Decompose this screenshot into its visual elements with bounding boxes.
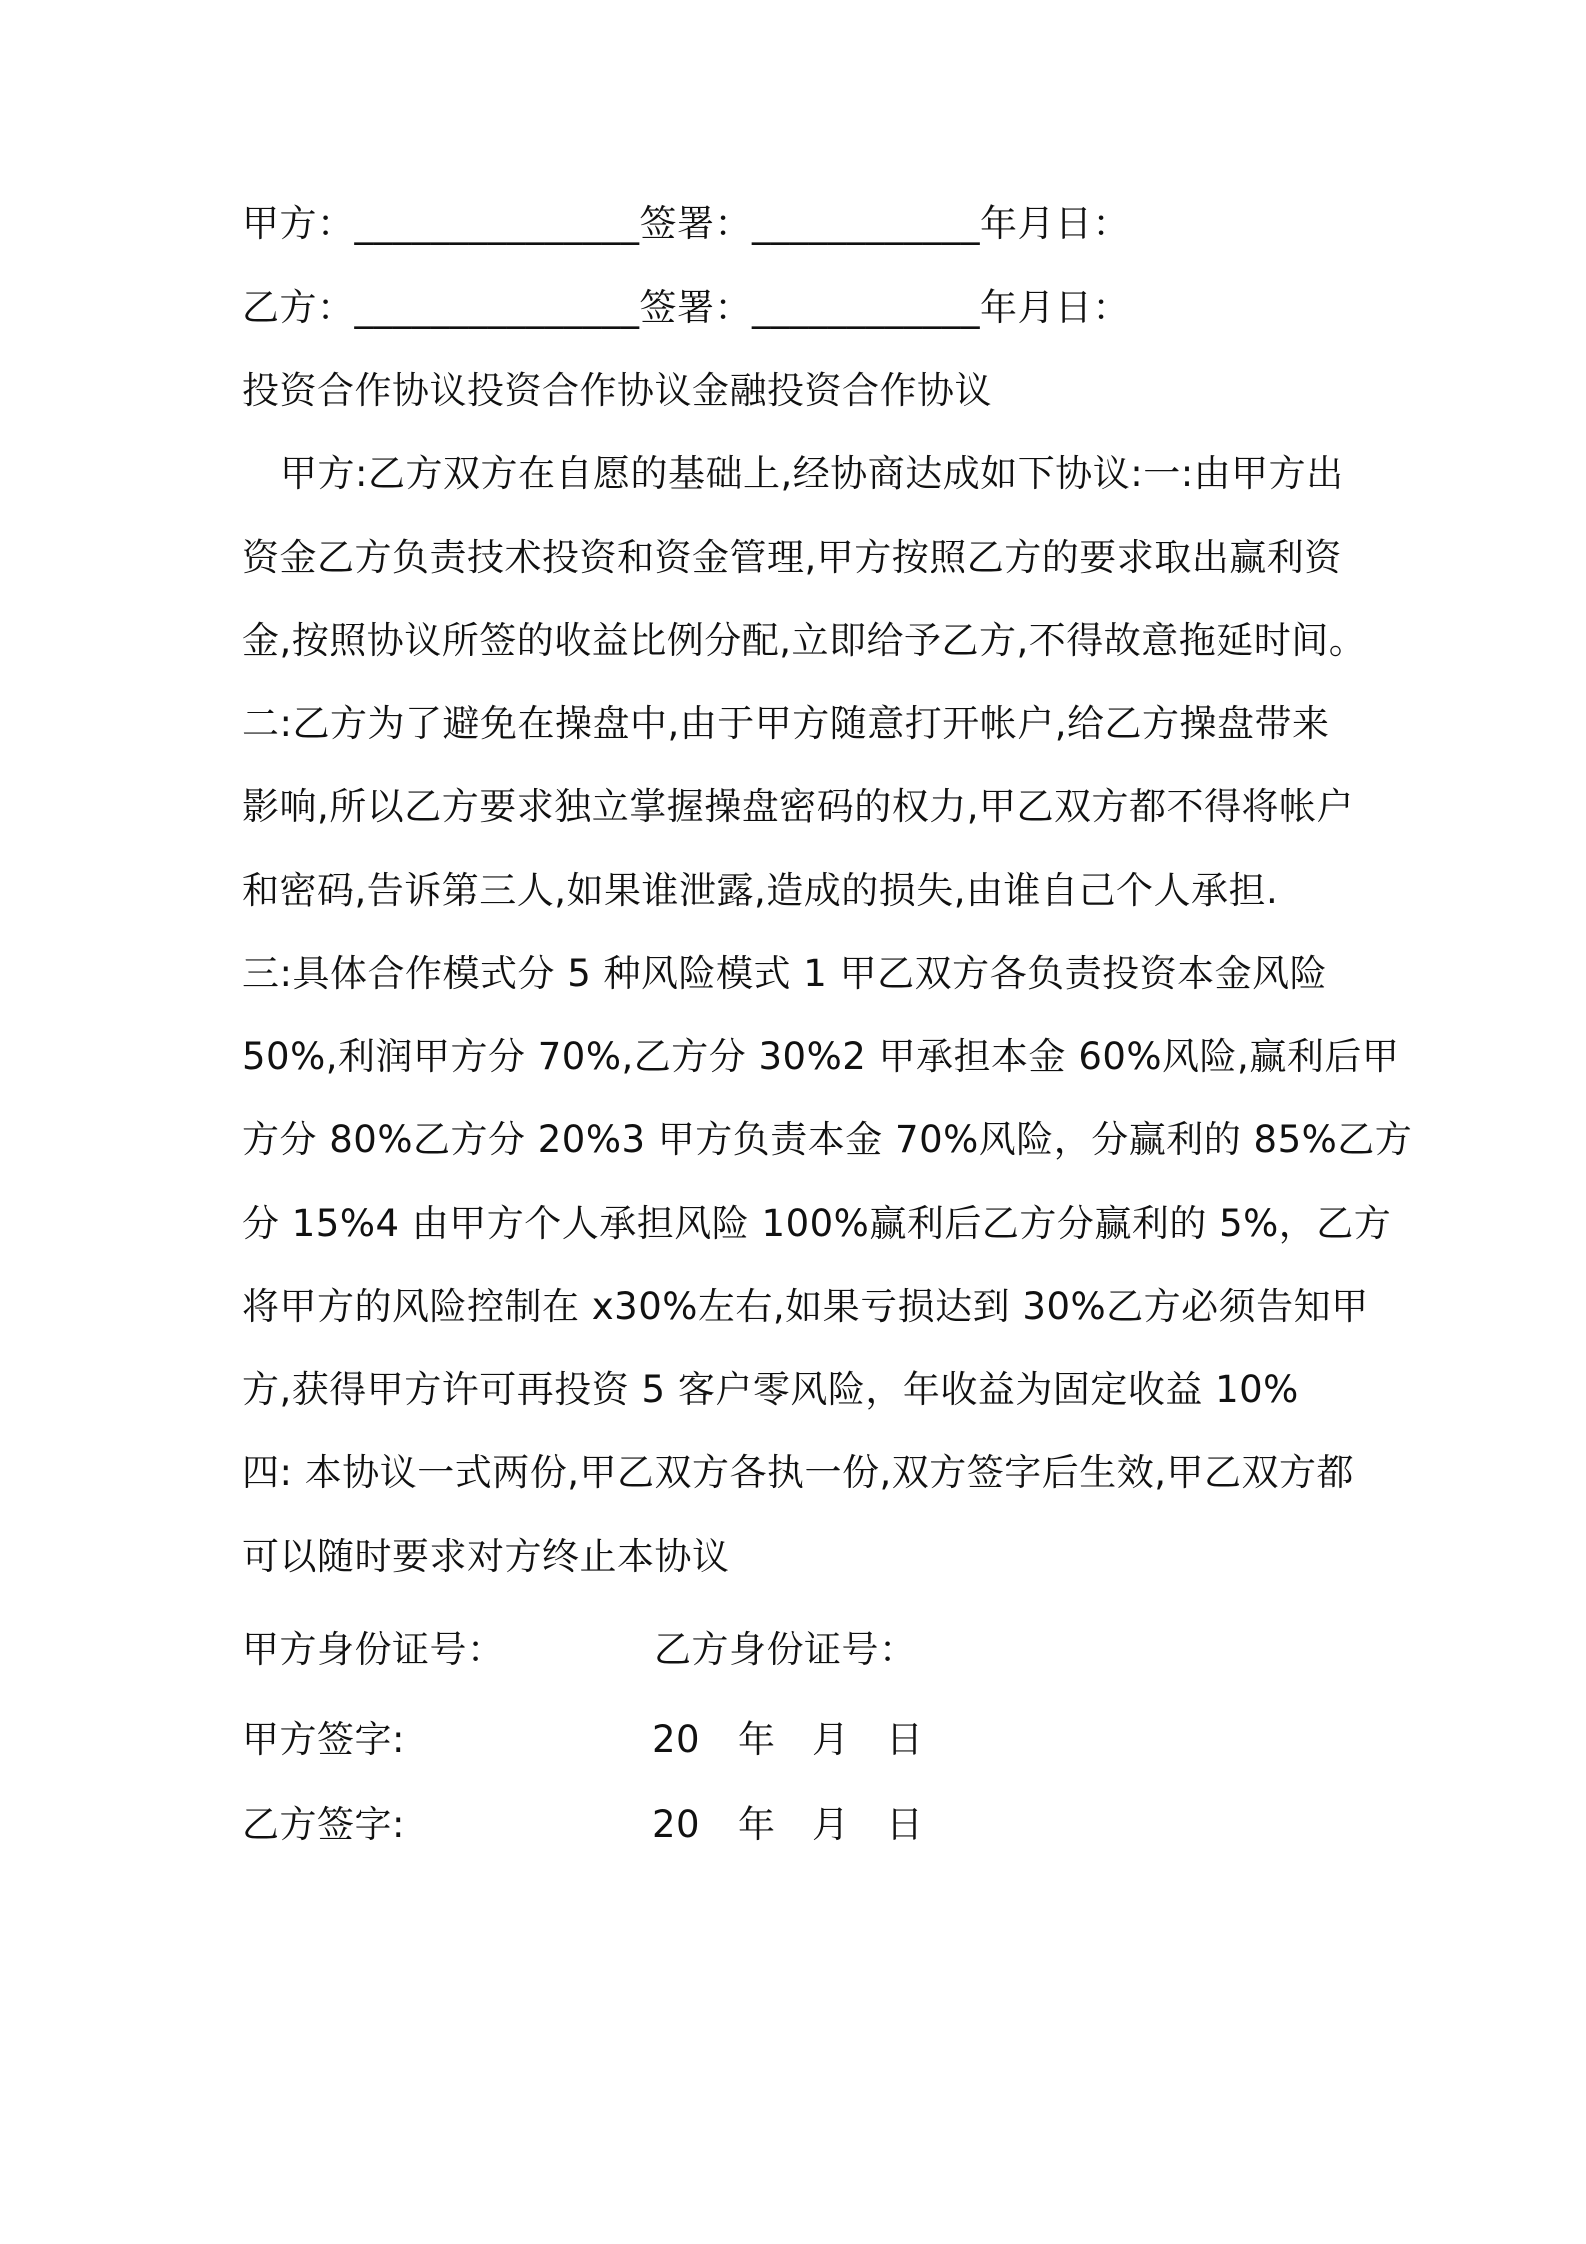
body-line-4: 二:乙方为了避免在操盘中,由于甲方随意打开帐户,给乙方操盘带来 [242,702,1330,745]
party-b-sign-year-unit: 年 [738,1803,776,1846]
party-a-id-label: 甲方身份证号： [242,1628,505,1671]
body-line-13: 四: 本协议一式两份,甲乙双方各执一份,双方签字后生效,甲乙双方都 [242,1451,1355,1494]
party-b-header-line: 乙方：_______________签署：____________年月日： [242,286,1130,329]
body-line-14: 可以随时要求对方终止本协议 [242,1535,730,1578]
party-b-signature-label: 乙方签字: [242,1803,405,1846]
body-line-8: 50%,利润甲方分 70%,乙方分 30%2 甲承担本金 60%风险,赢利后甲 [242,1035,1400,1078]
party-a-signature-label: 甲方签字: [242,1718,405,1761]
party-a-sign-month-unit: 月 [812,1718,850,1761]
body-line-5: 影响,所以乙方要求独立掌握操盘密码的权力,甲乙双方都不得将帐户 [242,785,1355,828]
body-line-12: 方,获得甲方许可再投资 5 客户零风险，年收益为固定收益 10% [242,1368,1299,1411]
party-b-sign-year: 20 [652,1803,701,1846]
body-line-11: 将甲方的风险控制在 x30%左右,如果亏损达到 30%乙方必须告知甲 [242,1285,1369,1328]
id-number-row [242,1628,917,1671]
party-b-sign-month-unit: 月 [812,1803,850,1846]
party-b-id-label: 乙方身份证号： [654,1628,917,1671]
body-line-3: 金,按照协议所签的收益比例分配,立即给予乙方,不得故意拖延时间。 [242,619,1367,662]
body-line-2: 资金乙方负责技术投资和资金管理,甲方按照乙方的要求取出赢利资 [242,536,1342,579]
body-line-9: 方分 80%乙方分 20%3 甲方负责本金 70%风险，分赢利的 85%乙方 [242,1118,1413,1161]
body-line-1: 甲方:乙方双方在自愿的基础上,经协商达成如下协议:一:由甲方出 [280,452,1344,495]
body-line-6: 和密码,告诉第三人,如果谁泄露,造成的损失,由谁自己个人承担. [242,869,1279,912]
party-a-signature-row [242,1718,924,1761]
body-line-7: 三:具体合作模式分 5 种风险模式 1 甲乙双方各负责投资本金风险 [242,952,1328,995]
document-title: 投资合作协议投资合作协议金融投资合作协议 [242,369,992,412]
party-a-sign-year: 20 [652,1718,701,1761]
party-b-sign-day-unit: 日 [886,1803,924,1846]
party-a-sign-day-unit: 日 [886,1718,924,1761]
party-a-header-line: 甲方：_______________签署：____________年月日： [242,202,1130,245]
body-line-10: 分 15%4 由甲方个人承担风险 100%赢利后乙方分赢利的 5%，乙方 [242,1202,1392,1245]
party-b-signature-row [242,1803,924,1846]
party-a-sign-year-unit: 年 [738,1718,776,1761]
